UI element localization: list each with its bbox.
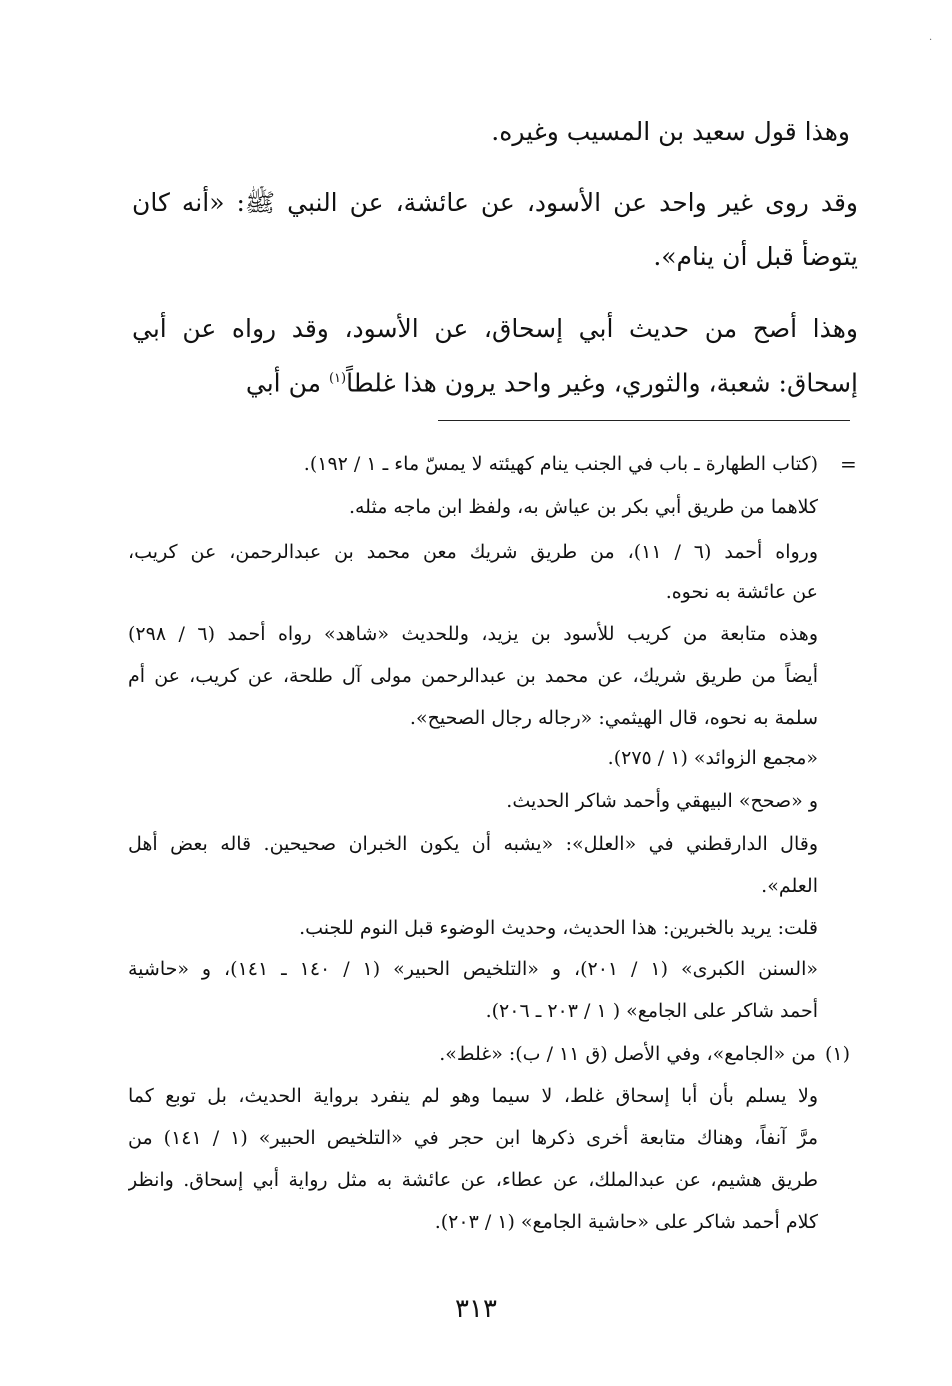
- footnote-line-13: «السنن الكبرى» (١ / ٢٠١)، و «التلخيص الحبير» (١ / ١٤٠ ـ ١٤١)، و «حاشية: [128, 958, 818, 980]
- main-line-1: وهذا قول سعيد بن المسيب وغيره.: [491, 117, 850, 146]
- footnote-line-7: سلمة به نحوه، قال الهيثمي: «رجاله رجال الصحيح».: [409, 707, 818, 729]
- main-line-5: [132, 362, 858, 400]
- footnote-line-3: ورواه أحمد (٦ / ١١)، من طريق شريك معن محمد بن عبدالرحمن، عن كريب،: [128, 541, 818, 563]
- footnote-line-1: (كتاب الطهارة ـ باب في الجنب ينام كهيئته لا يمسّ ماء ـ ١ / ١٩٢).: [303, 453, 818, 475]
- footnote-continuation-mark: =: [840, 452, 857, 476]
- footnote-reference: (١): [328, 371, 347, 386]
- footnote-1-line-3: مرَّ آنفاً، وهناك متابعة أخرى ذكرها ابن حجر في «التلخيص الحبير» (١ / ١٤١) من: [128, 1127, 818, 1149]
- page-number: ٣١٣: [455, 1294, 497, 1324]
- main-line-2: وقد روى غير واحد عن الأسود، عن عائشة، عن النبي ﷺ: «أنه كان: [132, 188, 858, 217]
- main-line-5-end: من أبي: [245, 368, 329, 398]
- footnote-line-8: «مجمع الزوائد» (١ / ٢٧٥).: [607, 747, 818, 769]
- footnote-line-9: و «صحح» البيهقي وأحمد شاكر الحديث.: [506, 790, 818, 812]
- footnote-1-line-2: ولا يسلم بأن أبا إسحاق غلط، لا سيما وهو لم ينفرد برواية الحديث، بل توبع كما: [128, 1085, 818, 1107]
- scan-mark: .: [929, 32, 933, 43]
- footnote-1-line-1: من «الجامع»، وفي الأصل (ق ١١ / ب): «غلط».: [439, 1043, 816, 1065]
- footnote-line-5: وهذه متابعة من كريب للأسود بن يزيد، وللحديث «شاهد» رواه أحمد (٦ / ٢٩٨): [128, 623, 818, 645]
- footnote-separator: [438, 420, 850, 421]
- footnote-line-12: قلت: يريد بالخبرين: هذا الحديث، وحديث الوضوء قبل النوم للجنب.: [299, 917, 818, 939]
- main-line-4: وهذا أصح من حديث أبي إسحاق، عن الأسود، وقد رواه عن أبي: [132, 314, 858, 343]
- footnote-line-10: وقال الدارقطني في «العلل»: «يشبه أن يكون الخبران صحيحين. قاله بعض أهل: [128, 833, 818, 855]
- footnote-1-marker: (١): [824, 1043, 850, 1065]
- main-line-5-start: إسحاق: شعبة، والثوري، وغير واحد يرون هذا غلطاً: [346, 368, 858, 398]
- footnote-1-line-5: كلام أحمد شاكر على «حاشية الجامع» (١ / ٢٠٣).: [434, 1211, 818, 1233]
- footnote-1-line-4: طريق هشيم، عن عبدالملك، عن عطاء، عن عائشة به مثل رواية أبي إسحاق. وانظر: [128, 1169, 818, 1191]
- footnote-line-14: أحمد شاكر على الجامع» ( ١ / ٢٠٣ ـ ٢٠٦).: [485, 1000, 818, 1022]
- footnote-line-2: كلاهما من طريق أبي بكر بن عياش به، ولفظ ابن ماجه مثله.: [348, 496, 818, 518]
- footnote-line-11: العلم».: [761, 875, 818, 897]
- footnote-line-4: عن عائشة به نحوه.: [665, 581, 818, 603]
- main-line-3: يتوضأ قبل أن ينام».: [653, 242, 858, 271]
- footnote-line-6: أيضاً من طريق شريك، عن محمد بن عبدالرحمن مولى آل طلحة، عن كريب، عن أم: [128, 665, 818, 687]
